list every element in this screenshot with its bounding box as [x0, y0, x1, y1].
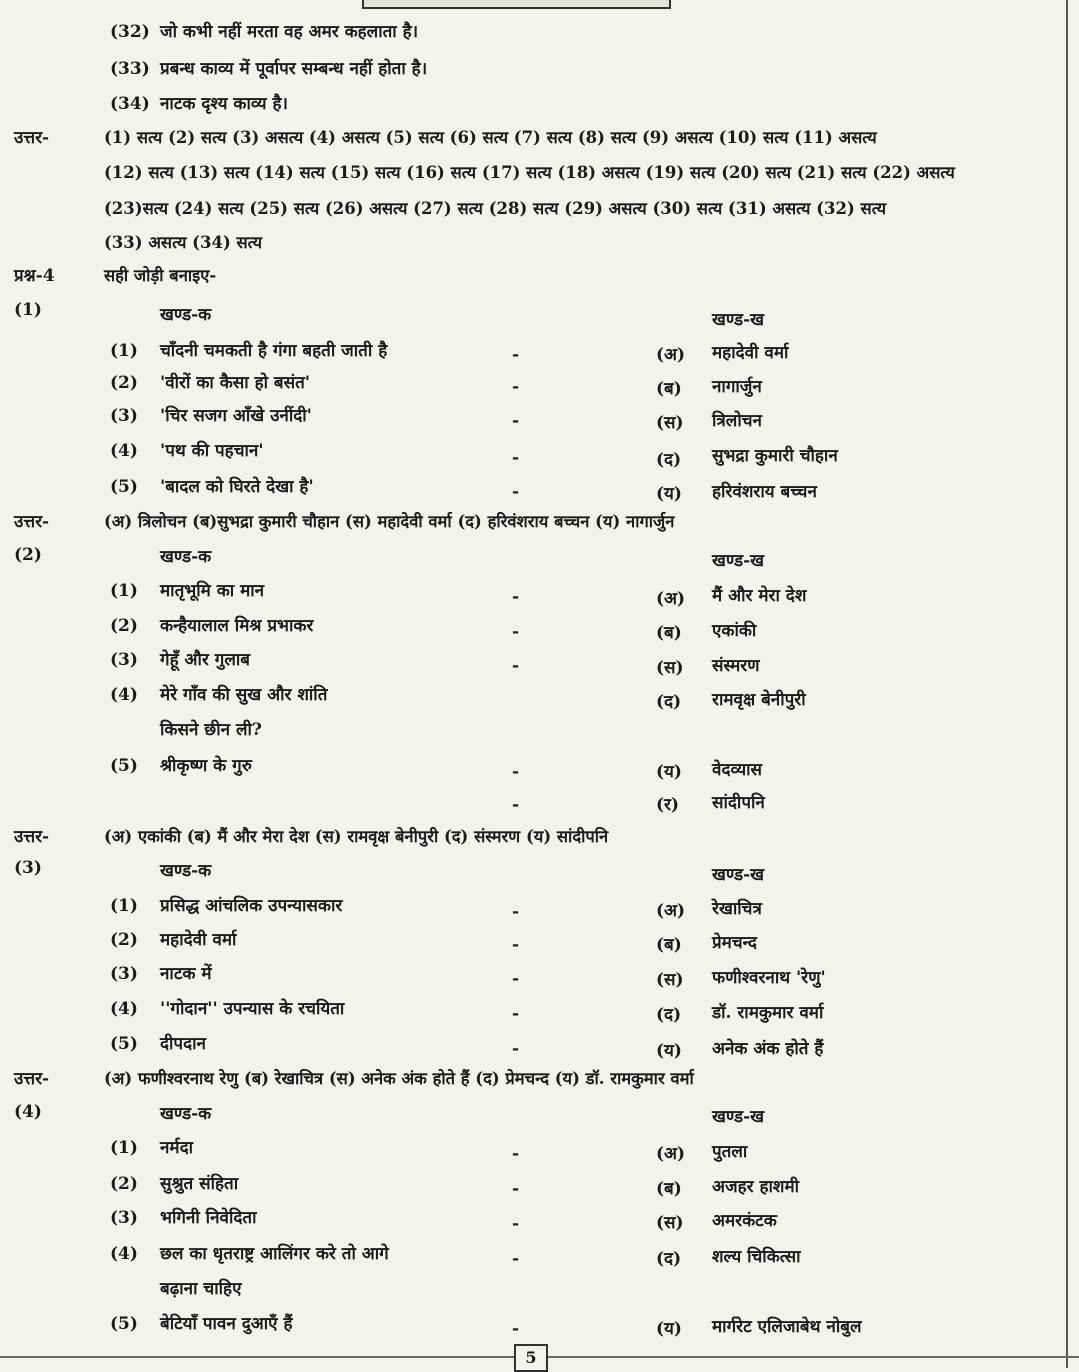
- row-number: (3): [110, 964, 138, 984]
- dash: -: [512, 622, 520, 642]
- row-number: (3): [110, 406, 138, 426]
- right-margin-rule: [1066, 0, 1068, 1368]
- row-number: (1): [110, 341, 138, 361]
- section-label: (2): [14, 545, 42, 565]
- row-match: प्रेमचन्द: [712, 933, 757, 953]
- row-number: (5): [110, 1314, 138, 1334]
- dash: -: [512, 411, 520, 431]
- answer-line: (12) सत्य (13) सत्य (14) सत्य (15) सत्य (16) सत्य (17) सत्य (18) असत्य (19) सत्य (20) सत्य (21) सत्य (22) असत्य: [104, 163, 955, 182]
- statement-number: (33): [110, 59, 150, 79]
- row-text: छल का धृतराष्ट्र आलिंगर करे तो आगे: [160, 1244, 389, 1264]
- dash: -: [512, 935, 520, 955]
- row-letter: (द): [656, 450, 682, 470]
- answer-line: (23)सत्य (24) सत्य (25) सत्य (26) असत्य (27) सत्य (28) सत्य (29) असत्य (30) सत्य (31) असत्य (32) सत्य: [104, 199, 887, 218]
- row-number: (5): [110, 756, 138, 776]
- dash: -: [512, 1039, 520, 1059]
- row-number: (2): [110, 373, 138, 393]
- row-match: हरिवंशराय बच्चन: [712, 482, 817, 502]
- row-match: अमरकंटक: [712, 1211, 777, 1231]
- dash: -: [512, 1249, 520, 1269]
- answer-label: उत्तर-: [14, 512, 50, 532]
- question-title: सही जोड़ी बनाइए-: [104, 266, 217, 285]
- row-letter: (ब): [656, 623, 682, 643]
- statement-number: (32): [110, 22, 150, 42]
- row-match: पुतला: [712, 1142, 748, 1162]
- answer-line: (अ) फणीश्वरनाथ रेणु (ब) रेखाचित्र (स) अनेक अंक होते हैं (द) प्रेमचन्द (य) डॉ. रामकुमार वर्मा: [104, 1069, 694, 1088]
- row-match: एकांकी: [712, 621, 757, 641]
- row-number: (1): [110, 896, 138, 916]
- row-text: कन्हैयालाल मिश्र प्रभाकर: [160, 616, 314, 636]
- row-text: नाटक में: [160, 964, 212, 984]
- dash: -: [512, 795, 520, 815]
- column-header-kha: खण्ड-ख: [712, 865, 765, 885]
- row-text: चाँदनी चमकती है गंगा बहती जाती है: [160, 341, 388, 361]
- row-number: (4): [110, 999, 138, 1019]
- row-letter: (स): [656, 970, 684, 990]
- row-text: प्रसिद्ध आंचलिक उपन्यासकार: [160, 896, 343, 916]
- section-label: (3): [14, 858, 42, 878]
- row-match: फणीश्वरनाथ 'रेणु': [712, 968, 826, 988]
- row-letter: (य): [656, 484, 682, 504]
- row-text-continued: बढ़ाना चाहिए: [160, 1279, 242, 1299]
- dash: -: [512, 1004, 520, 1024]
- row-letter: (स): [656, 1213, 684, 1233]
- row-letter: (य): [656, 762, 682, 782]
- statement-text: नाटक दृश्य काव्य है।: [160, 94, 288, 114]
- statement-text: जो कभी नहीं मरता वह अमर कहलाता है।: [160, 22, 419, 42]
- row-number: (2): [110, 616, 138, 636]
- row-number: (1): [110, 581, 138, 601]
- statement-number: (34): [110, 94, 150, 114]
- column-header-ka: खण्ड-क: [160, 861, 212, 881]
- row-number: (5): [110, 1034, 138, 1054]
- row-text-continued: किसने छीन ली?: [160, 720, 262, 740]
- row-letter: (अ): [656, 901, 686, 921]
- dash: -: [512, 656, 520, 676]
- page-number: 5: [514, 1344, 548, 1372]
- row-text: 'बादल को घिरते देखा है': [160, 477, 314, 497]
- row-match: शल्य चिकित्सा: [712, 1247, 801, 1267]
- row-letter: (ब): [656, 379, 682, 399]
- row-match: मैं और मेरा देश: [712, 586, 807, 606]
- dash: -: [512, 377, 520, 397]
- row-number: (3): [110, 650, 138, 670]
- answer-label: उत्तर-: [14, 128, 50, 148]
- row-text: 'चिर सजग आँखे उनींदी': [160, 406, 312, 426]
- row-letter: (द): [656, 1249, 682, 1269]
- dash: -: [512, 1144, 520, 1164]
- answer-line: (33) असत्य (34) सत्य: [104, 233, 263, 252]
- row-text: 'पथ की पहचान': [160, 441, 264, 461]
- row-match: नागार्जुन: [712, 377, 762, 397]
- row-match: डॉ. रामकुमार वर्मा: [712, 1003, 824, 1023]
- header-tab: [362, 0, 671, 9]
- row-match: संस्मरण: [712, 656, 760, 676]
- row-match: रेखाचित्र: [712, 899, 762, 919]
- row-number: (4): [110, 685, 138, 705]
- dash: -: [512, 482, 520, 502]
- row-number: (4): [110, 441, 138, 461]
- dash: -: [512, 762, 520, 782]
- row-number: (5): [110, 477, 138, 497]
- column-header-ka: खण्ड-क: [160, 1104, 212, 1124]
- row-letter: (अ): [656, 589, 686, 609]
- row-letter: (र): [656, 795, 680, 815]
- row-match: सुभद्रा कुमारी चौहान: [712, 446, 838, 466]
- answer-line: (अ) त्रिलोचन (ब)सुभद्रा कुमारी चौहान (स) महादेवी वर्मा (द) हरिवंशराय बच्चन (य) नागार्जुन: [104, 512, 675, 531]
- dash: -: [512, 1179, 520, 1199]
- row-letter: (य): [656, 1041, 682, 1061]
- row-number: (2): [110, 1174, 138, 1194]
- row-number: (4): [110, 1244, 138, 1264]
- dash: -: [512, 345, 520, 365]
- row-match: अजहर हाशमी: [712, 1177, 800, 1197]
- row-letter: (अ): [656, 345, 686, 365]
- dash: -: [512, 1319, 520, 1339]
- row-match: सांदीपनि: [712, 793, 765, 813]
- dash: -: [512, 587, 520, 607]
- row-text: मेरे गाँव की सुख और शांति: [160, 685, 328, 705]
- row-number: (3): [110, 1208, 138, 1228]
- section-label: (4): [14, 1102, 42, 1122]
- row-match: महादेवी वर्मा: [712, 343, 789, 363]
- dash: -: [512, 969, 520, 989]
- row-text: मातृभूमि का मान: [160, 581, 265, 601]
- row-text: 'वीरों का कैसा हो बसंत': [160, 373, 311, 393]
- row-text: गेहूँ और गुलाब: [160, 650, 250, 670]
- row-letter: (ब): [656, 935, 682, 955]
- column-header-ka: खण्ड-क: [160, 305, 212, 325]
- column-header-ka: खण्ड-क: [160, 547, 212, 567]
- dash: -: [512, 902, 520, 922]
- row-letter: (स): [656, 413, 684, 433]
- row-match: त्रिलोचन: [712, 411, 762, 431]
- row-letter: (द): [656, 692, 682, 712]
- row-text: नर्मदा: [160, 1138, 194, 1158]
- row-letter: (द): [656, 1005, 682, 1025]
- answer-label: उत्तर-: [14, 827, 50, 847]
- row-letter: (ब): [656, 1179, 682, 1199]
- row-text: महादेवी वर्मा: [160, 930, 237, 950]
- question-label: प्रश्न-4: [14, 266, 55, 286]
- column-header-kha: खण्ड-ख: [712, 1107, 765, 1127]
- row-text: ''गोदान'' उपन्यास के रचयिता: [160, 999, 345, 1019]
- answer-line: (1) सत्य (2) सत्य (3) असत्य (4) असत्य (5) सत्य (6) सत्य (7) सत्य (8) सत्य (9) असत्य (10) सत्य (11) असत्य: [104, 128, 877, 147]
- row-letter: (अ): [656, 1144, 686, 1164]
- row-letter: (स): [656, 658, 684, 678]
- dash: -: [512, 1214, 520, 1234]
- row-text: सुश्रुत संहिता: [160, 1174, 239, 1194]
- column-header-kha: खण्ड-ख: [712, 551, 765, 571]
- row-text: बेटियाँ पावन दुआएँ हैं: [160, 1314, 293, 1334]
- row-match: रामवृक्ष बेनीपुरी: [712, 690, 806, 710]
- row-letter: (य): [656, 1319, 682, 1339]
- dash: -: [512, 448, 520, 468]
- row-match: मार्गरेट एलिजाबेथ नोबुल: [712, 1317, 862, 1337]
- row-text: भगिनी निवेदिता: [160, 1208, 257, 1228]
- row-text: श्रीकृष्ण के गुरु: [160, 756, 252, 776]
- row-number: (2): [110, 930, 138, 950]
- answer-line: (अ) एकांकी (ब) मैं और मेरा देश (स) रामवृक्ष बेनीपुरी (द) संस्मरण (य) सांदीपनि: [104, 827, 609, 846]
- row-match: वेदव्यास: [712, 760, 763, 780]
- answer-label: उत्तर-: [14, 1069, 50, 1089]
- statement-text: प्रबन्ध काव्य में पूर्वापर सम्बन्ध नहीं होता है।: [160, 59, 428, 79]
- row-number: (1): [110, 1138, 138, 1158]
- column-header-kha: खण्ड-ख: [712, 310, 765, 330]
- section-label: (1): [14, 300, 42, 320]
- row-match: अनेक अंक होते हैं: [712, 1039, 824, 1059]
- row-text: दीपदान: [160, 1034, 206, 1054]
